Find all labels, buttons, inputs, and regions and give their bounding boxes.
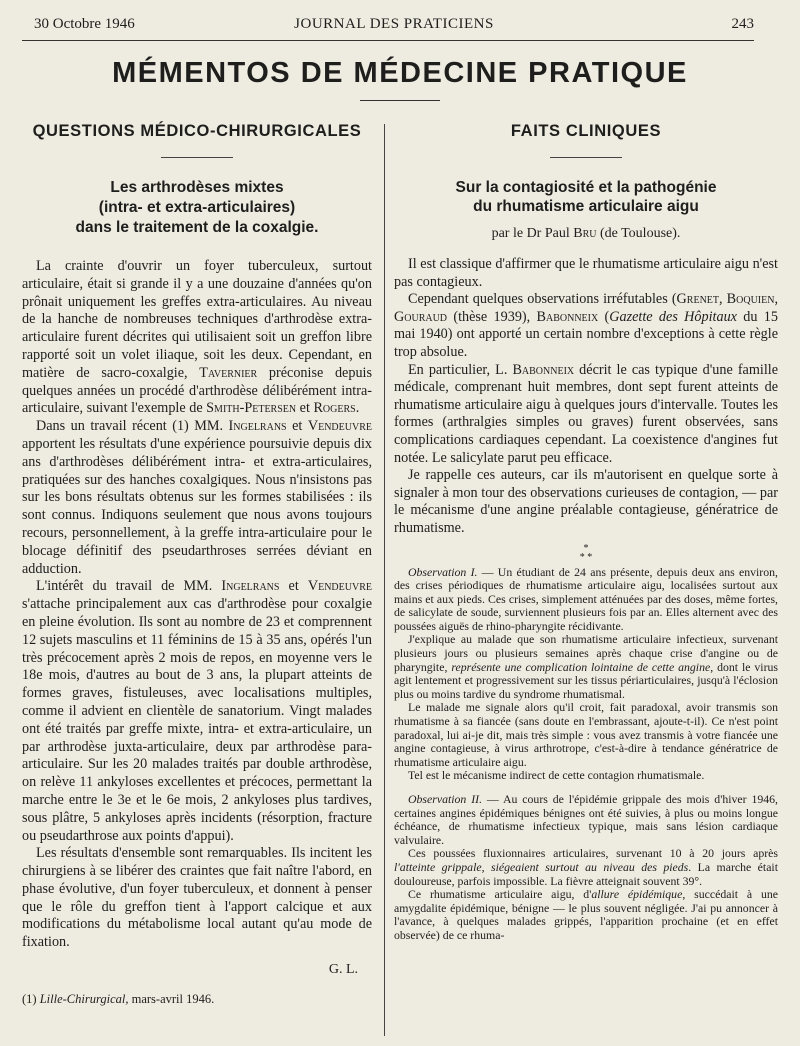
paragraph bbox=[22, 418, 372, 578]
text-run: du 15 mai 1940) ont apporté un certain nombre d'exceptions à cette règle trop absolue. bbox=[394, 308, 778, 360]
article-title-line: (intra- et extra-articulaires) bbox=[98, 199, 296, 216]
author-name: Rogers bbox=[313, 400, 356, 417]
text-run: . La marche était douloureuse, parfois impossible. La fièvre atteignait souvent 39°. bbox=[394, 859, 778, 888]
author-name: Vendeuvre bbox=[307, 418, 372, 435]
footnote-number: (1) bbox=[22, 992, 40, 1007]
paragraph bbox=[394, 888, 778, 942]
author-name: Ingelrans bbox=[228, 418, 287, 435]
text-run: s'attache principalement aux cas d'arthrodèse pour coxalgie en pleine évolution. Ils sont au nombre de 23 et comprennent 12 sujets masculins et 11 féminins de 15 à 35 ans, opérés l'un très précocement après 2 mois de repos, en moyenne vers le 18e mois, d'autres au bout de 3 ans, la plupart atteints de formes graves, fistuleuses, avec localisations multiples, comme il advient en clientèle de sanatorium. Vingt malades ont été traités par greffe mixte, intra- et extra-articulaire, un par arthrodèse juxta-articulaire, deux par arthrodèse para-articulaire. Sur les 20 malades traités par double arthrodèse, on relève 11 ankyloses excellentes et précoces, permettant la marche entre le 3e et le 6e mois, 2 ankyloses plus tardives, sous plâtre, 5 ankyloses après incidents (résorption, fracture ou pseudarthrose aux points d'appui). bbox=[22, 596, 372, 844]
section-separator-stars bbox=[394, 544, 778, 562]
italic-text: allure épidémique bbox=[591, 887, 683, 902]
text-run: La crainte d'ouvrir un foyer tuberculeux, surtout articulaire, était si grande il y a une douzaine d'années qu'on prônait uniquement les greffes extra-articulaires. Au niveau de la hanche de nombreuses techniques d'arthrodèse extra-articulaire furent décrites qui utilisaient soit un greffon libre rapporté soit un volet iliaque, soit les deux. Cependant, en matière de sacro-coxalgie, bbox=[22, 258, 372, 381]
article-title-line: du rhumatisme articulaire aigu bbox=[473, 198, 699, 215]
article-title-left bbox=[22, 178, 372, 238]
left-column bbox=[22, 122, 372, 1007]
author-name: Babonneix bbox=[512, 361, 575, 378]
text-run: et bbox=[296, 400, 314, 417]
running-header bbox=[34, 16, 754, 38]
byline bbox=[394, 226, 778, 242]
italic-text: l'atteinte grippale, siégeaient surtout au niveau des pieds bbox=[394, 859, 689, 874]
article-title-line: Sur la contagiosité et la pathogénie bbox=[455, 179, 717, 196]
paragraph bbox=[394, 291, 778, 361]
text-run: (thèse 1939), bbox=[447, 308, 537, 325]
title-underline bbox=[360, 100, 440, 101]
text-run: En particulier, L. bbox=[408, 361, 513, 378]
italic-text: Gazette des Hôpitaux bbox=[609, 308, 737, 325]
observation-2 bbox=[394, 793, 778, 943]
italic-text: représente une complication lointaine de cette angine bbox=[451, 659, 711, 674]
footnote-date: mars-avril 1946. bbox=[128, 992, 215, 1007]
text-run: , succédait à une amygdalite épidémique, bénigne — le plus souvent négligée. J'ai pu annoncer à l'avance, à quelques malades grippés, l'apparition prochaine (et en effet observée) de ce rhuma- bbox=[394, 887, 778, 942]
text-run: , dont le virus agit lentement et progressivement sur les tissus périarticulaires, jusqu'à l'éclosion plus ou moins tardive du syndrome rhumatismal. bbox=[394, 659, 778, 701]
text-run: , bbox=[719, 291, 727, 308]
text-run: Ce rhumatisme articulaire aigu, d' bbox=[408, 887, 592, 902]
italic-text: Observation II. bbox=[408, 792, 483, 806]
signature: G. L. bbox=[328, 962, 358, 978]
text-run: , bbox=[774, 291, 779, 308]
header-rule bbox=[22, 40, 754, 41]
footnote-journal: Lille-Chirurgical, bbox=[39, 992, 129, 1007]
author-name: Grenet bbox=[676, 291, 720, 308]
text-run: Les résultats d'ensemble sont remarquables. Ils incitent les chirurgiens à se libérer des craintes que fait naître l'abord, en phase évolutive, d'un foyer tuberculeux, et donnent à penser que le rôle du greffon tient à l'apport calcique et aux modifications du métabolisme local autant qu'au mode de fixation. bbox=[22, 845, 372, 951]
text-run: et bbox=[286, 418, 308, 435]
byline-suffix: (de Toulouse). bbox=[596, 226, 681, 241]
paragraph bbox=[394, 701, 778, 769]
paragraph bbox=[22, 258, 372, 418]
article-body-right bbox=[394, 256, 778, 538]
paragraph bbox=[394, 847, 778, 888]
text-run: Dans un travail récent (1) MM. bbox=[36, 418, 229, 435]
paragraph bbox=[394, 256, 778, 291]
paragraph bbox=[394, 633, 778, 701]
author-name: Tavernier bbox=[199, 364, 258, 381]
author-name: Boquien bbox=[726, 291, 775, 308]
section-rule bbox=[550, 157, 622, 158]
text-run: Cependant quelques observations irréfutables ( bbox=[408, 291, 677, 308]
paragraph bbox=[22, 578, 372, 845]
right-column bbox=[394, 122, 778, 943]
section-heading-left: QUESTIONS MÉDICO-CHIRURGICALES bbox=[32, 122, 362, 140]
page-title: MÉMENTOS DE MÉDECINE PRATIQUE bbox=[112, 57, 688, 89]
author-name: Ingelrans bbox=[221, 578, 280, 595]
text-run: — Au cours de l'épidémie grippale des mois d'hiver 1946, certaines angines épidémiques bénignes ont été suivies, à plus ou moins longue échéance, de rhumatisme infectieux typique, mais sans lésion cardiaque valvulaire. bbox=[394, 792, 778, 847]
article-title-line: dans le traitement de la coxalgie. bbox=[75, 219, 319, 236]
text-run: décrit le cas typique d'une famille médicale, comprenant huit membres, dont sept furent atteints de rhumatisme articulaire aigu à quelques jours d'intervalle. Toutes les formes (arthralgies simples ou graves) furent observées, sans complications cardiaques cependant. La coexistence d'angines fut notée. Le salicylate parut peu efficace. bbox=[394, 361, 778, 466]
section-heading-right: FAITS CLINIQUES bbox=[510, 122, 662, 140]
footnote bbox=[22, 992, 372, 1007]
author-name: Vendeuvre bbox=[307, 578, 372, 595]
text-run: Ces poussées fluxionnaires articulaires, survenant 10 à 20 jours après bbox=[408, 846, 778, 861]
italic-text: Observation I. bbox=[408, 564, 478, 579]
paragraph bbox=[394, 467, 778, 537]
column-divider bbox=[384, 124, 385, 1036]
page-number: 243 bbox=[731, 16, 754, 32]
article-body-left bbox=[22, 258, 372, 952]
text-run: Le malade me signale alors qu'il croit, fait paradoxal, avoir transmis son rhumatisme à sa fiancée (sans doute en l'embrassant, ajoute-t-il). Ce n'est point paradoxal, lui ai-je dit, mais très simple : vous avez transmis à votre fiancée une angine contagieuse, à virus arthrotrope, c'est-à-dire à tendance génératrice de rhumatisme articulaire aigu. bbox=[394, 700, 778, 769]
article-title-right bbox=[394, 178, 778, 216]
text-run: Il est classique d'affirmer que le rhumatisme articulaire aigu n'est pas contagieux. bbox=[394, 256, 778, 290]
author-name: Gouraud bbox=[394, 308, 448, 325]
text-run: apportent les résultats d'une expérience poursuivie depuis dix ans d'arthrodèses délibérément intra- et extra-articulaires, pratiquées sur des hanches coxalgiques. Nous n'insistons pas sur les bons résultats obtenus sur les formes stabilisées : ils sont connus. Indiquons seulement que nous avons toujours recours, personnellement, à la greffe intra-articulaire pour le blocage définitif des pseudarthroses serrées déviant en adduction. bbox=[22, 435, 372, 577]
issue-date: 30 Octobre 1946 bbox=[34, 16, 135, 32]
paragraph bbox=[394, 769, 778, 783]
text-run: . bbox=[355, 400, 360, 417]
text-run: ( bbox=[598, 308, 610, 325]
author-name: Smith-Petersen bbox=[206, 400, 297, 417]
text-run: Tel est le mécanisme indirect de cette contagion rhumatismale. bbox=[408, 768, 705, 783]
text-run: préconise depuis quelques années un procédé d'arthrodèse délibérément intra-articulaire, suivant l'exemple de bbox=[22, 364, 373, 417]
text-run: et bbox=[279, 578, 308, 595]
paragraph bbox=[22, 845, 372, 952]
observation-1 bbox=[394, 566, 778, 784]
author-name: Babonneix bbox=[536, 308, 599, 325]
paragraph bbox=[394, 362, 778, 468]
byline-prefix: par le Dr Paul bbox=[491, 226, 574, 241]
star-bottom: * * bbox=[579, 551, 593, 563]
journal-name: JOURNAL DES PRATICIENS bbox=[294, 16, 494, 32]
article-title-line: Les arthrodèses mixtes bbox=[110, 179, 284, 196]
text-run: — Un étudiant de 24 ans présente, depuis deux ans environ, des crises périodiques de rhumatisme articulaire aigu, localisées surtout aux mains et aux pieds. Ces crises, simplement atténuées par des doses, même fortes, de salicylate de soude, surviennent plusieurs fois par an. Elles alternent avec des poussées aiguës de rhino-pharyngite récidivante. bbox=[394, 564, 778, 633]
author-name: Bru bbox=[573, 226, 597, 241]
text-run: J'explique au malade que son rhumatisme articulaire infectieux, survenant plusieurs jours ou plusieurs semaines après chaque crise d'angine ou de pharyngite, bbox=[394, 632, 778, 674]
star-top: * bbox=[583, 542, 589, 554]
text-run: L'intérêt du travail de MM. bbox=[36, 578, 222, 595]
section-rule bbox=[161, 157, 233, 158]
paragraph bbox=[394, 566, 778, 634]
paragraph bbox=[394, 793, 778, 847]
text-run: Je rappelle ces auteurs, car ils m'autorisent en quelque sorte à signaler à mon tour des observations curieuses de contagion, — par le mécanisme d'une angine préalable contagieuse, génératrice de rhumatisme. bbox=[394, 467, 778, 536]
